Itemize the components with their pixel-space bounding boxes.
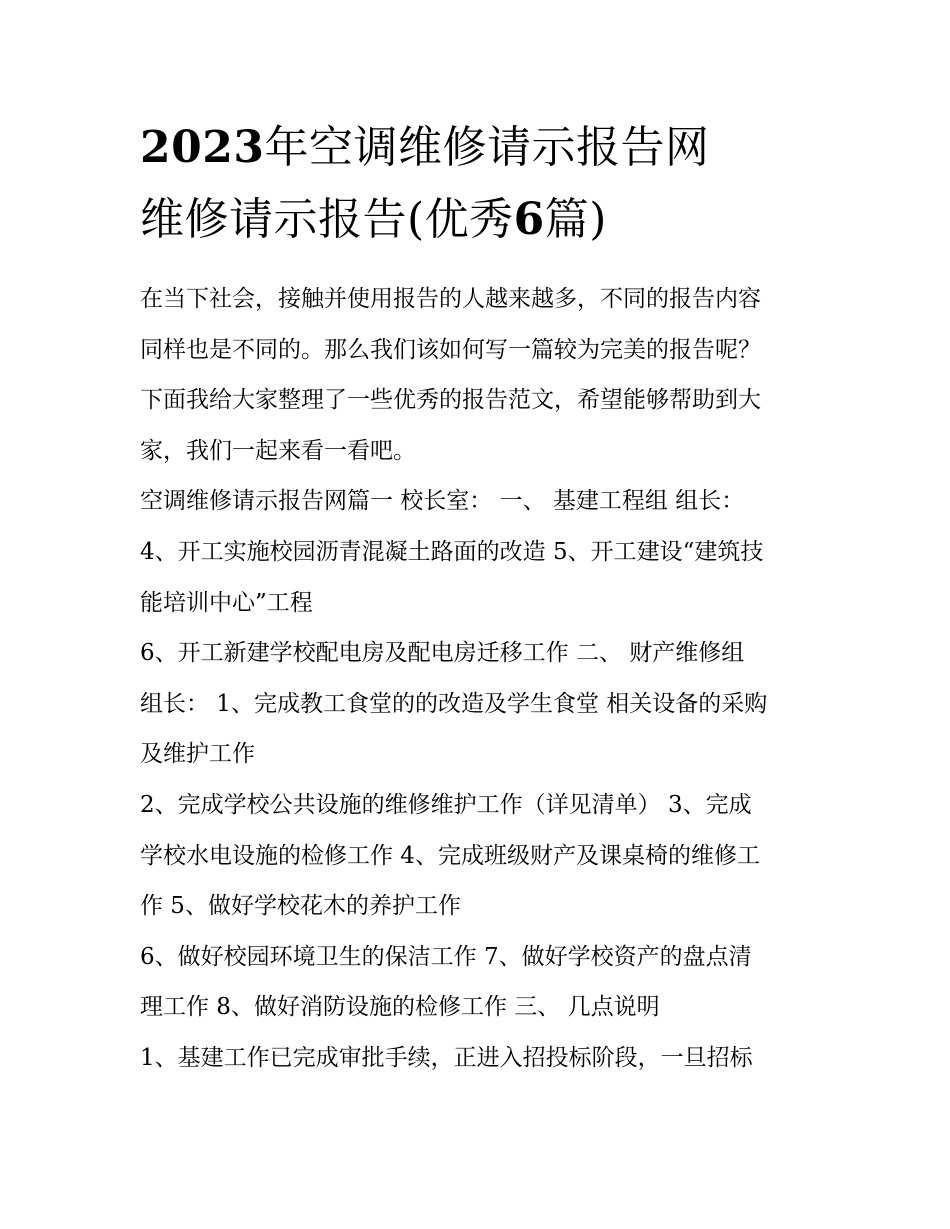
title-line-2 bbox=[140, 184, 820, 256]
text-line: 及维护工作 bbox=[140, 741, 255, 768]
document-page bbox=[140, 112, 820, 1084]
text-line: 6、开工新建学校配电房及配电房迁移工作 二、 财产维修组 bbox=[140, 640, 745, 667]
text-line: 组长： 1、完成教工食堂的的改造及学生食堂 相关设备的采购 bbox=[140, 690, 768, 717]
text-line: 理工作 8、做好消防设施的检修工作 三、 几点说明 bbox=[140, 994, 660, 1021]
text-line: 在当下社会，接触并使用报告的人越来越多，不同的报告内容 bbox=[140, 286, 761, 312]
paragraph-section-one bbox=[140, 476, 820, 628]
text-line: 能培训中心”工程 bbox=[140, 589, 313, 616]
text-line: 下面我给大家整理了一些优秀的报告范文，希望能够帮助到大 bbox=[140, 387, 761, 414]
title-text-2: 维修请示报告(优秀 bbox=[140, 194, 514, 245]
paragraph-item-6-sanitation bbox=[140, 932, 820, 1033]
title-text-1: 年空调维修请示报告网 bbox=[264, 122, 710, 173]
paragraph-item-2-maintenance bbox=[140, 780, 820, 932]
title-text-3: 篇) bbox=[544, 194, 607, 245]
text-line: 空调维修请示报告网篇一 校长室： 一、 基建工程组 组长： bbox=[140, 488, 745, 515]
title-number: 6 bbox=[513, 194, 545, 245]
text-line: 1、基建工作已完成审批手续，正进入招投标阶段，一旦招标 bbox=[140, 1044, 753, 1071]
text-line: 家，我们一起来看一看吧。 bbox=[140, 437, 416, 464]
paragraph-intro bbox=[140, 274, 820, 476]
paragraph-item-6-build bbox=[140, 628, 820, 780]
document-title bbox=[140, 112, 820, 256]
paragraph-notes bbox=[140, 1033, 820, 1084]
text-line: 6、做好校园环境卫生的保洁工作 7、做好学校资产的盘点清 bbox=[140, 943, 752, 970]
text-line: 2、完成学校公共设施的维修维护工作（详见清单） 3、完成 bbox=[140, 791, 752, 818]
text-line: 同样也是不同的。那么我们该如何写一篇较为完美的报告呢？ bbox=[140, 336, 761, 363]
text-line: 作 5、做好学校花木的养护工作 bbox=[140, 893, 461, 920]
text-line: 4、开工实施校园沥青混凝土路面的改造 5、开工建设“建筑技 bbox=[140, 538, 764, 565]
text-line: 学校水电设施的检修工作 4、完成班级财产及课桌椅的维修工 bbox=[140, 842, 760, 869]
document-body bbox=[140, 274, 820, 1084]
title-year: 2023 bbox=[140, 122, 265, 173]
title-line-1 bbox=[140, 112, 820, 184]
